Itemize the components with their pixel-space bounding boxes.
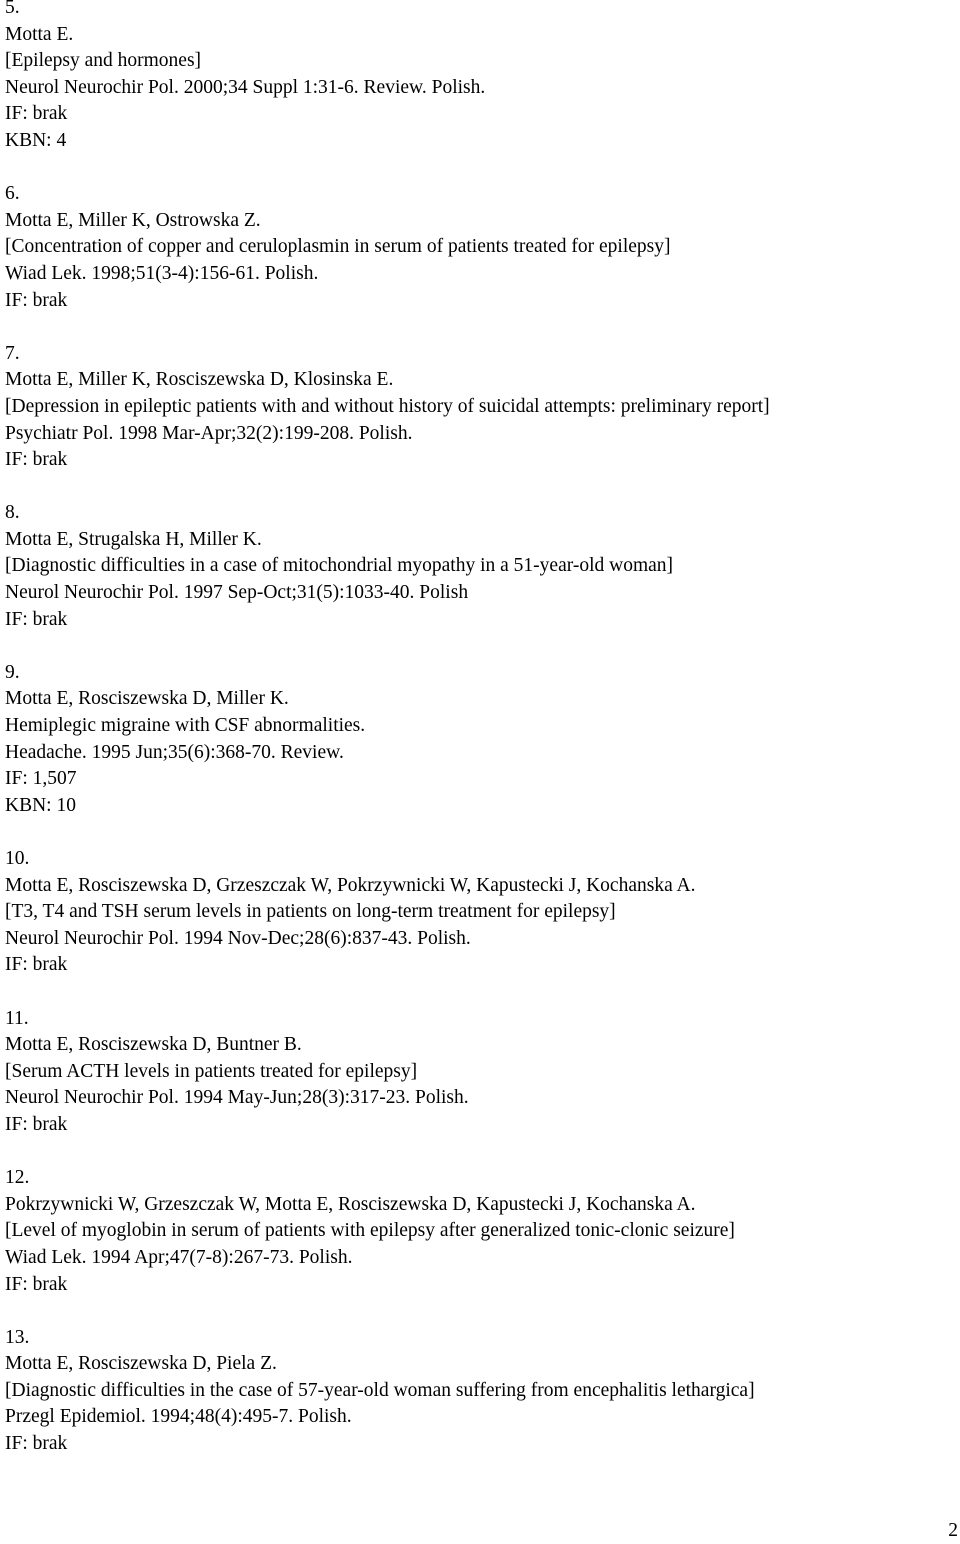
publication-entry	[5, 660, 955, 820]
entry-citation: Neurol Neurochir Pol. 2000;34 Suppl 1:31-6. Review. Polish.	[5, 76, 486, 98]
entry-title: [Epilepsy and hormones]	[5, 50, 202, 72]
entry-impact-factor: IF: brak	[5, 1433, 68, 1455]
entry-title: [Level of myoglobin in serum of patients with epilepsy after generalized tonic-clonic seizure]	[5, 1220, 735, 1242]
entry-authors: Motta E, Rosciszewska D, Piela Z.	[5, 1353, 277, 1375]
entry-authors: Motta E, Strugalska H, Miller K.	[5, 528, 262, 550]
entry-kbn-score: KBN: 4	[5, 129, 67, 151]
entry-authors: Motta E, Rosciszewska D, Miller K.	[5, 688, 289, 710]
entry-impact-factor: IF: brak	[5, 608, 68, 630]
publication-entry	[5, 1165, 955, 1298]
entry-number: 9.	[5, 661, 20, 683]
entry-impact-factor: IF: brak	[5, 1273, 68, 1295]
entry-citation: Wiad Lek. 1998;51(3-4):156-61. Polish.	[5, 262, 319, 284]
publication-entry	[5, 1006, 955, 1139]
entry-citation: Neurol Neurochir Pol. 1994 May-Jun;28(3):317-23. Polish.	[5, 1087, 469, 1109]
entry-impact-factor: IF: brak	[5, 289, 68, 311]
publication-entry	[5, 341, 955, 474]
entry-impact-factor: IF: 1,507	[5, 768, 77, 790]
entry-authors: Motta E, Rosciszewska D, Buntner B.	[5, 1034, 302, 1056]
entry-authors: Motta E.	[5, 23, 74, 45]
entry-authors: Motta E, Miller K, Rosciszewska D, Klosinska E.	[5, 369, 394, 391]
entry-number: 11.	[5, 1007, 29, 1029]
entry-number: 10.	[5, 848, 30, 869]
entry-authors: Motta E, Miller K, Ostrowska Z.	[5, 209, 261, 231]
entry-title: [Depression in epileptic patients with and without history of suicidal attempts: preliminary report]	[5, 395, 770, 417]
entry-citation: Przegl Epidemiol. 1994;48(4):495-7. Polish.	[5, 1406, 352, 1428]
entry-citation: Neurol Neurochir Pol. 1994 Nov-Dec;28(6):837-43. Polish.	[5, 927, 471, 949]
entry-citation: Neurol Neurochir Pol. 1997 Sep-Oct;31(5):1033-40. Polish	[5, 582, 469, 604]
entry-authors: Pokrzywnicki W, Grzeszczak W, Motta E, Rosciszewska D, Kapustecki J, Kochanska A.	[5, 1193, 696, 1215]
entry-citation: Headache. 1995 Jun;35(6):368-70. Review.	[5, 741, 344, 763]
entry-impact-factor: IF: brak	[5, 449, 68, 471]
entry-number: 7.	[5, 342, 20, 364]
entry-title: Hemiplegic migraine with CSF abnormalities.	[5, 715, 366, 737]
entry-authors: Motta E, Rosciszewska D, Grzeszczak W, Pokrzywnicki W, Kapustecki J, Kochanska A.	[5, 874, 696, 896]
publication-entry	[5, 846, 955, 979]
entry-title: [Diagnostic difficulties in a case of mitochondrial myopathy in a 51-year-old woman]	[5, 555, 674, 577]
entry-citation: Wiad Lek. 1994 Apr;47(7-8):267-73. Polish.	[5, 1246, 353, 1268]
entry-number: 6.	[5, 183, 20, 205]
entry-impact-factor: IF: brak	[5, 103, 68, 125]
entry-number: 13.	[5, 1326, 30, 1348]
publication-entry	[5, 1325, 955, 1458]
entry-title: [Serum ACTH levels in patients treated for epilepsy]	[5, 1060, 418, 1082]
entry-citation: Psychiatr Pol. 1998 Mar-Apr;32(2):199-208. Polish.	[5, 422, 413, 444]
publication-entry	[5, 181, 955, 314]
entry-number: 12.	[5, 1167, 30, 1189]
entry-title: [Concentration of copper and ceruloplasmin in serum of patients treated for epilepsy]	[5, 236, 671, 258]
publication-list	[5, 0, 955, 1484]
publication-entry	[5, 500, 955, 633]
entry-impact-factor: IF: brak	[5, 954, 68, 976]
entry-number: 8.	[5, 502, 20, 524]
entry-title: [Diagnostic difficulties in the case of 57-year-old woman suffering from encephalitis lethargica]	[5, 1379, 755, 1401]
entry-number: 5.	[5, 0, 20, 18]
page-number: 2	[948, 1520, 958, 1541]
entry-impact-factor: IF: brak	[5, 1113, 68, 1135]
publication-entry	[5, 0, 955, 155]
entry-title: [T3, T4 and TSH serum levels in patients on long-term treatment for epilepsy]	[5, 901, 616, 923]
entry-kbn-score: KBN: 10	[5, 794, 76, 816]
